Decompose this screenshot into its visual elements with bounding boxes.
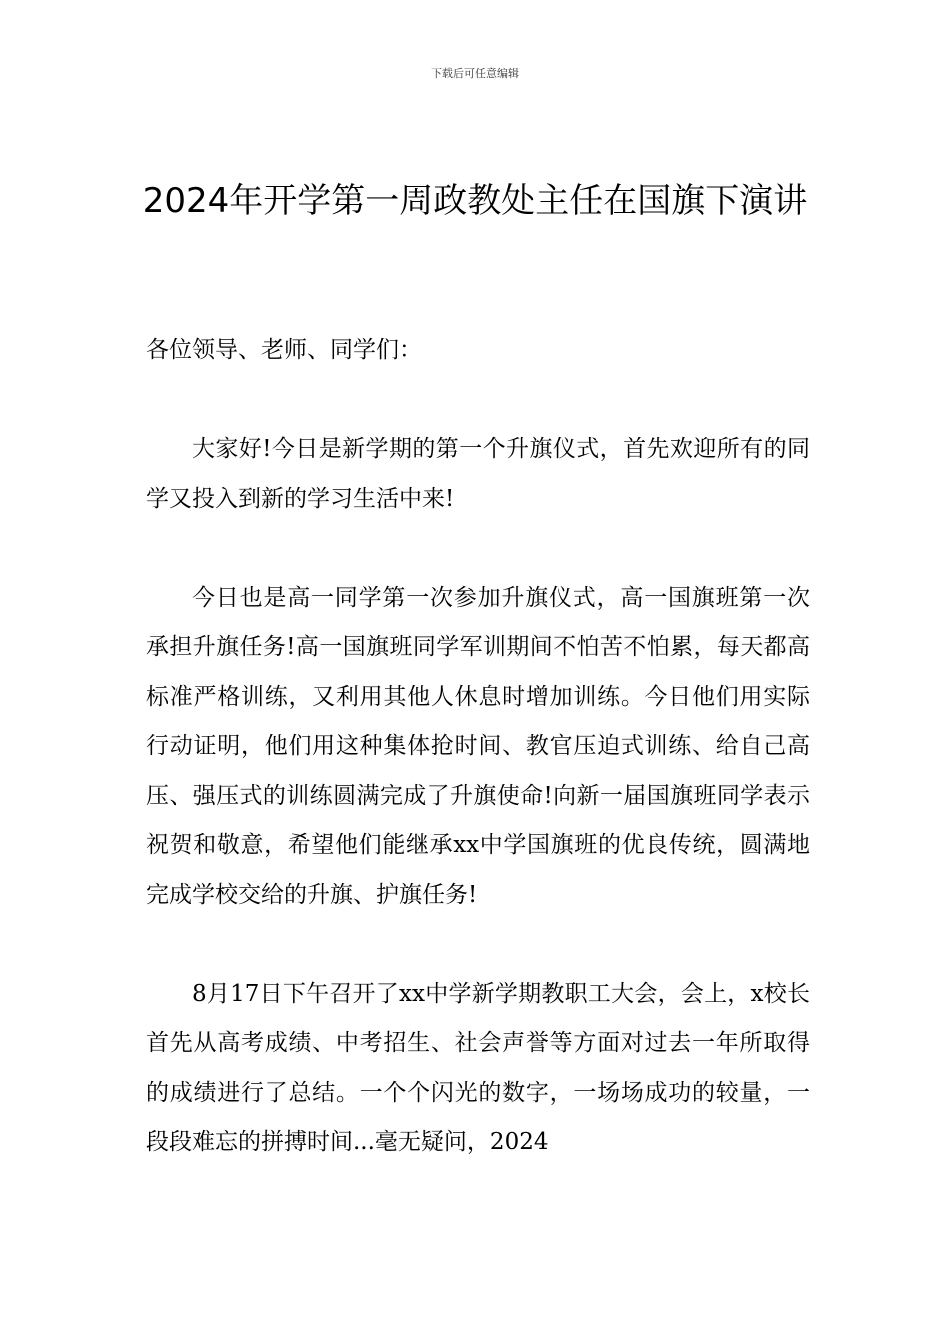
paragraph-1: 大家好!今日是新学期的第一个升旗仪式，首先欢迎所有的同学又投入到新的学习生活中来!	[146, 436, 810, 512]
paragraph-2: 今日也是高一同学第一次参加升旗仪式，高一国旗班第一次承担升旗任务!高一国旗班同学军训期间不怕苦不怕累，每天都高标准严格训练，又利用其他人休息时增加训练。今日他们用实际行动证明，他们用这种集体抢时间、教官压迫式训练、给自己高压、强压式的训练圆满完成了升旗使命!向新一届国旗班同学表示祝贺和敬意，希望他们能继承xx中学国旗班的优良传统，圆满地完成学校交给的升旗、护旗任务!	[146, 584, 810, 908]
paragraph-3: 8月17日下午召开了xx中学新学期教职工大会，会上，x校长首先从高考成绩、中考招生、社会声誉等方面对过去一年所取得的成绩进行了总结。一个个闪光的数字，一场场成功的较量，一段段难忘的拼搏时间...毫无疑问，2024	[146, 980, 810, 1155]
header-note: 下载后可任意编辑	[431, 67, 519, 80]
salutation: 各位领导、老师、同学们：	[146, 337, 422, 363]
document-body	[146, 326, 810, 1217]
document-title: 2024年开学第一周政教处主任在国旗下演讲	[142, 181, 808, 221]
